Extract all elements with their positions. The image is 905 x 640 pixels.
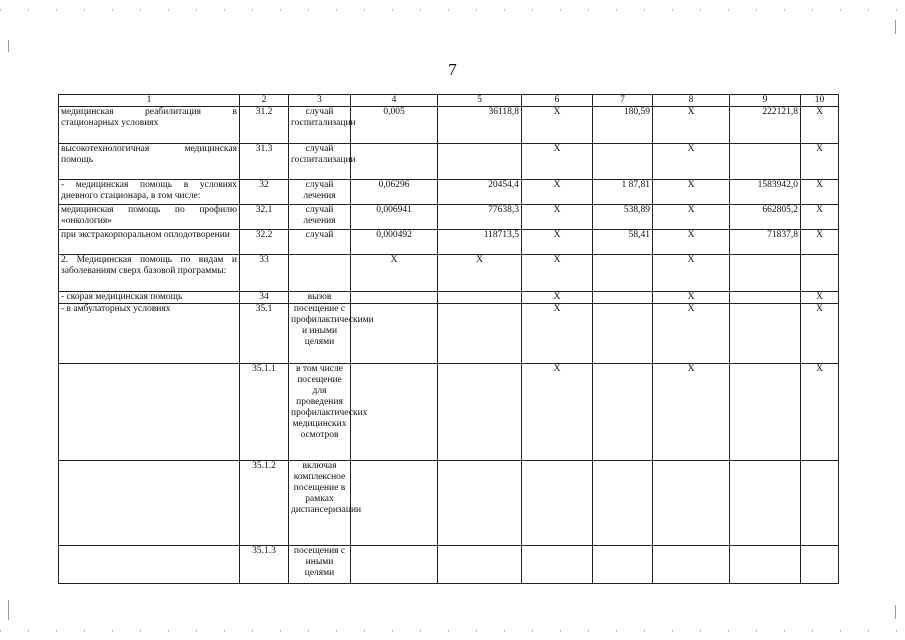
cell-col8: X	[653, 107, 730, 144]
cell-col5	[438, 461, 522, 546]
column-number-row	[59, 95, 839, 107]
cell-col5	[438, 364, 522, 461]
cell-col4	[351, 144, 438, 180]
cell-col10: X	[801, 180, 839, 205]
cell-col10: X	[801, 364, 839, 461]
row-unit	[289, 255, 351, 292]
row-unit: случай лечения	[289, 180, 351, 205]
column-header: 4	[351, 95, 438, 107]
cell-col6: X	[522, 180, 593, 205]
cell-col10: X	[801, 107, 839, 144]
cell-col9	[730, 364, 801, 461]
cell-col7	[593, 364, 653, 461]
cell-col5: X	[438, 255, 522, 292]
table-row	[59, 364, 839, 461]
row-unit: в том числе посещение для проведения профилактических медицинских осмотров	[289, 364, 351, 461]
cell-col6: X	[522, 255, 593, 292]
cell-col10: X	[801, 304, 839, 364]
row-code: 31.3	[240, 144, 289, 180]
scan-mark-right	[895, 20, 896, 34]
cell-col8	[653, 546, 730, 584]
scan-noise-bottom	[0, 630, 905, 632]
row-name	[59, 546, 240, 584]
cell-col9: 222121,8	[730, 107, 801, 144]
scan-noise-top	[0, 9, 905, 11]
cell-col4	[351, 461, 438, 546]
cell-col7	[593, 144, 653, 180]
row-name: - в амбулаторных условиях	[59, 304, 240, 364]
cell-col9	[730, 144, 801, 180]
cell-col8: X	[653, 304, 730, 364]
cell-col5	[438, 304, 522, 364]
table-row	[59, 304, 839, 364]
cell-col7	[593, 304, 653, 364]
cell-col7: 1 87,81	[593, 180, 653, 205]
cell-col10	[801, 461, 839, 546]
cell-col4: 0,006941	[351, 205, 438, 230]
cell-col9	[730, 304, 801, 364]
table-row	[59, 230, 839, 255]
cell-col4: X	[351, 255, 438, 292]
cell-col6: X	[522, 292, 593, 304]
cell-col5	[438, 546, 522, 584]
cell-col4: 0,06296	[351, 180, 438, 205]
cell-col7	[593, 546, 653, 584]
column-header: 10	[801, 95, 839, 107]
cell-col6	[522, 546, 593, 584]
table-row	[59, 546, 839, 584]
row-name: при экстракорпоральном оплодотворении	[59, 230, 240, 255]
row-unit: посещение с профилактическими и иными целями	[289, 304, 351, 364]
row-unit: случай лечения	[289, 205, 351, 230]
table-row	[59, 461, 839, 546]
cell-col6: X	[522, 230, 593, 255]
row-name: высокотехнологичная медицинская помощь	[59, 144, 240, 180]
cell-col10: X	[801, 292, 839, 304]
table-row	[59, 180, 839, 205]
column-header: 8	[653, 95, 730, 107]
row-name	[59, 461, 240, 546]
row-code: 33	[240, 255, 289, 292]
cell-col6: X	[522, 144, 593, 180]
cell-col4	[351, 304, 438, 364]
column-header: 3	[289, 95, 351, 107]
cell-col9	[730, 255, 801, 292]
cell-col8: X	[653, 230, 730, 255]
row-name: медицинская реабилитация в стационарных условиях	[59, 107, 240, 144]
cell-col8: X	[653, 180, 730, 205]
cell-col7: 180,59	[593, 107, 653, 144]
cell-col9: 662805,2	[730, 205, 801, 230]
scan-mark-left	[8, 40, 9, 52]
cell-col4: 0,005	[351, 107, 438, 144]
tariff-table	[58, 94, 839, 584]
table-row	[59, 255, 839, 292]
cell-col5: 118713,5	[438, 230, 522, 255]
row-code: 31.2	[240, 107, 289, 144]
cell-col10	[801, 546, 839, 584]
row-unit: вызов	[289, 292, 351, 304]
row-unit: посещения с иными целями	[289, 546, 351, 584]
cell-col10: X	[801, 144, 839, 180]
cell-col8: X	[653, 255, 730, 292]
page-number: 7	[448, 60, 457, 79]
column-header: 1	[59, 95, 240, 107]
row-name: - медицинская помощь в условиях дневного стационара, в том числе:	[59, 180, 240, 205]
row-code: 34	[240, 292, 289, 304]
cell-col9: 1583942,0	[730, 180, 801, 205]
row-code: 32.1	[240, 205, 289, 230]
row-code: 35.1.2	[240, 461, 289, 546]
row-name: медицинская помощь по профилю «онкология»	[59, 205, 240, 230]
cell-col10: X	[801, 205, 839, 230]
row-unit: случай	[289, 230, 351, 255]
cell-col6: X	[522, 205, 593, 230]
cell-col8: X	[653, 205, 730, 230]
row-code: 32.2	[240, 230, 289, 255]
cell-col6	[522, 461, 593, 546]
cell-col4: 0,000492	[351, 230, 438, 255]
cell-col5: 36118,8	[438, 107, 522, 144]
cell-col9	[730, 461, 801, 546]
table-row	[59, 107, 839, 144]
row-unit: случай госпитализации	[289, 107, 351, 144]
table-row	[59, 292, 839, 304]
row-code: 35.1	[240, 304, 289, 364]
cell-col7: 58,41	[593, 230, 653, 255]
cell-col6: X	[522, 107, 593, 144]
row-name: 2. Медицинская помощь по видам и заболеваниям сверх базовой программы:	[59, 255, 240, 292]
column-header: 7	[593, 95, 653, 107]
column-header: 9	[730, 95, 801, 107]
cell-col9: 71837,8	[730, 230, 801, 255]
cell-col10: X	[801, 230, 839, 255]
cell-col5: 20454,4	[438, 180, 522, 205]
scan-mark-left	[8, 600, 9, 620]
row-name	[59, 364, 240, 461]
row-code: 32	[240, 180, 289, 205]
cell-col5	[438, 292, 522, 304]
cell-col7	[593, 292, 653, 304]
table-row	[59, 205, 839, 230]
cell-col7: 538,89	[593, 205, 653, 230]
cell-col8: X	[653, 144, 730, 180]
cell-col6: X	[522, 364, 593, 461]
row-code: 35.1.1	[240, 364, 289, 461]
cell-col8: X	[653, 364, 730, 461]
column-header: 2	[240, 95, 289, 107]
row-name: - скорая медицинская помощь	[59, 292, 240, 304]
cell-col7	[593, 461, 653, 546]
column-header: 5	[438, 95, 522, 107]
cell-col5: 77638,3	[438, 205, 522, 230]
column-header: 6	[522, 95, 593, 107]
cell-col4	[351, 546, 438, 584]
cell-col4	[351, 292, 438, 304]
row-unit: случай госпитализации	[289, 144, 351, 180]
cell-col8	[653, 461, 730, 546]
cell-col8: X	[653, 292, 730, 304]
cell-col6: X	[522, 304, 593, 364]
cell-col9	[730, 546, 801, 584]
cell-col10	[801, 255, 839, 292]
row-unit: включая комплексное посещение в рамках диспансеризации	[289, 461, 351, 546]
scan-mark-right	[895, 605, 896, 619]
row-code: 35.1.3	[240, 546, 289, 584]
cell-col7	[593, 255, 653, 292]
cell-col9	[730, 292, 801, 304]
cell-col5	[438, 144, 522, 180]
table-row	[59, 144, 839, 180]
